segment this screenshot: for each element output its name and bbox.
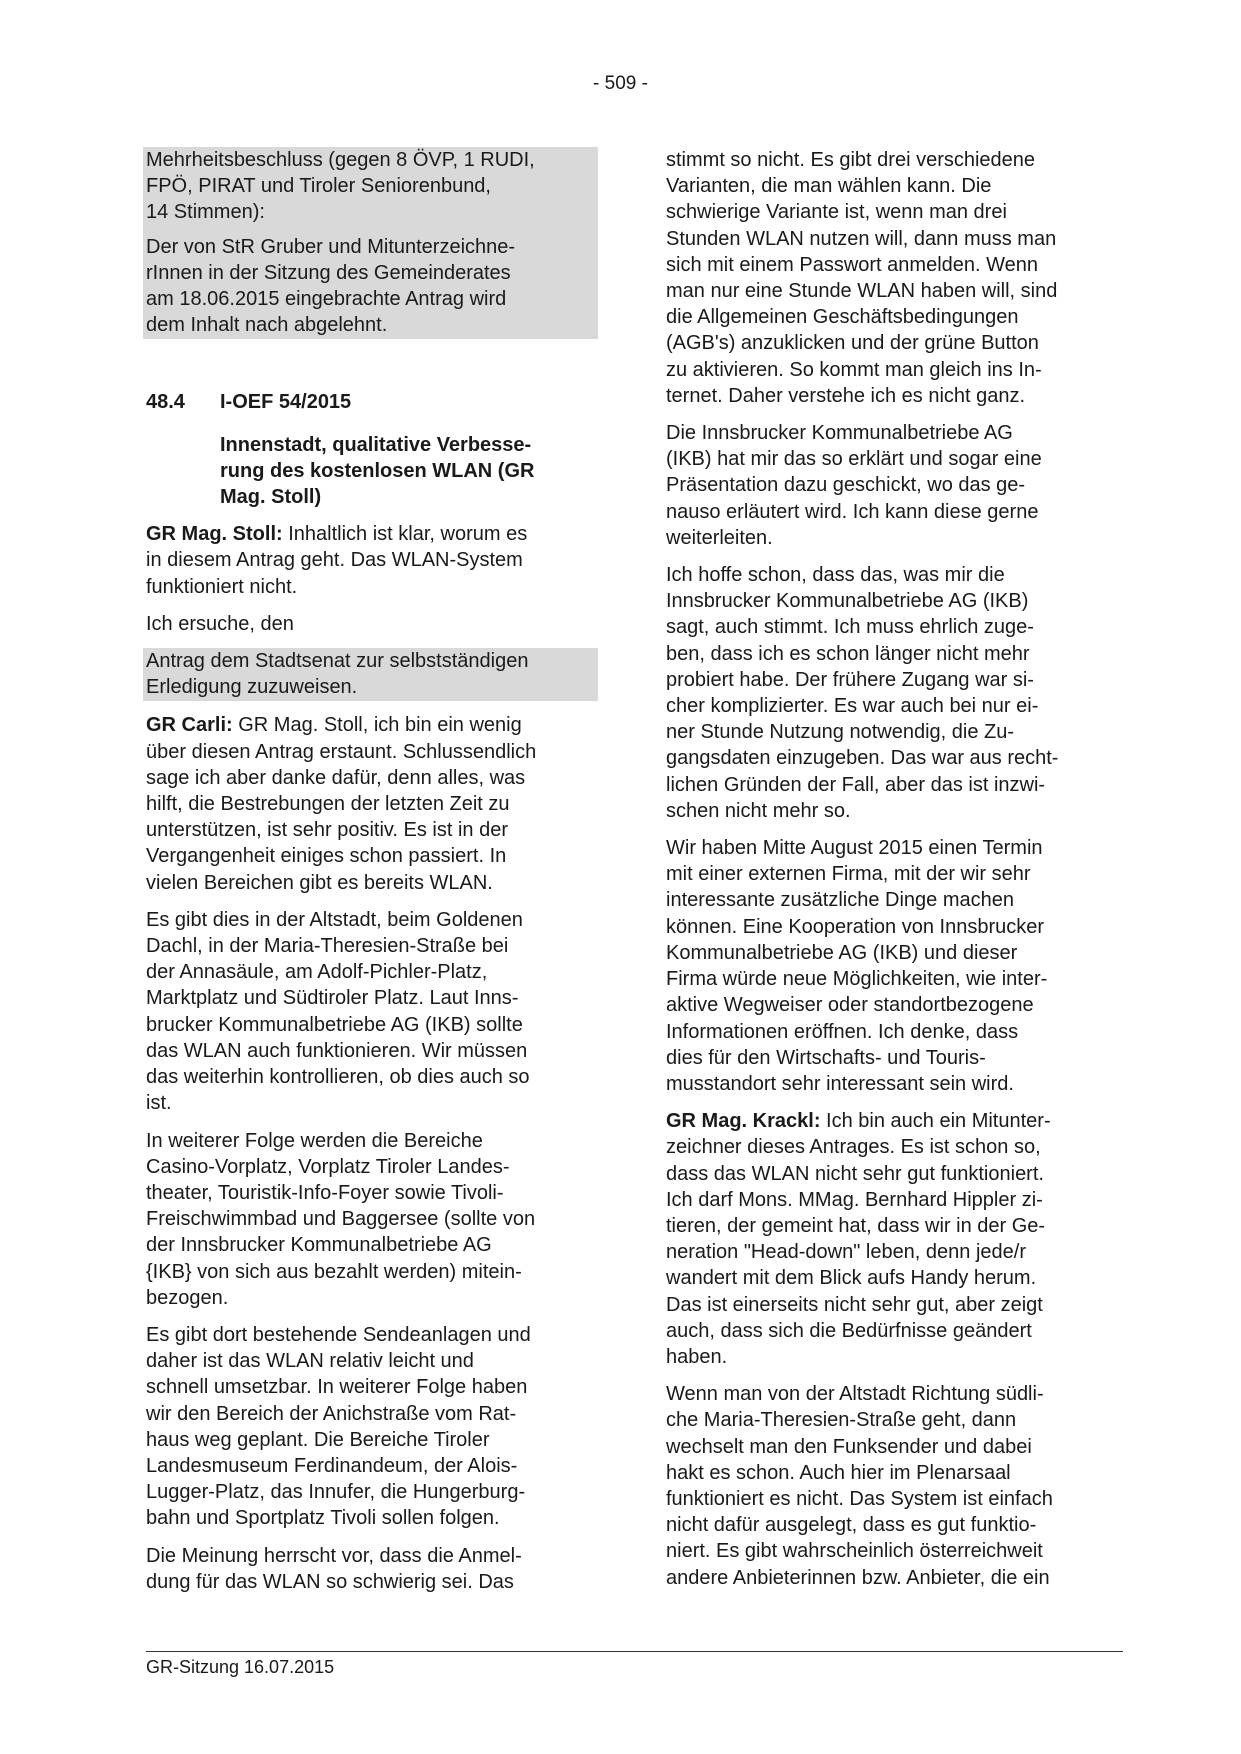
decision-result-text: Der von StR Gruber und Mitunterzeichne- rInnen in der Sitzung des Gemeinderates am 18.06.2015 eingebrachte Antrag wird dem Inhalt nach abgelehnt. <box>146 235 516 337</box>
paragraph-transmitters: Es gibt dort bestehende Sendeanlagen und daher ist das WLAN relativ leicht und schnell umsetzbar. In weiterer Folge haben wir den Bereich der Anichstraße vom Rat- haus weg geplant. Die Bereiche Tiroler Landesmuseum Ferdinandeum, der Alois- Lugger-Platz, das Innufer, die Hungerburg- bahn und Sportplatz Tivoli sollen folgen. <box>146 1323 531 1530</box>
paragraph-locations: Es gibt dies in der Altstadt, beim Goldenen Dachl, in der Maria-Theresien-Straße bei der Annasäule, am Adolf-Pichler-Platz, Marktplatz und Südtiroler Platz. Laut Inns- brucker Kommunalbetriebe AG (IKB) sollte das WLAN auch funktionieren. Wir müssen das weiterhin kontrollieren, ob dies auch so ist. <box>146 908 530 1115</box>
agenda-item-number: 48.4 <box>146 391 185 414</box>
paragraph-carli <box>146 712 598 895</box>
paragraph-text: GR Mag. Stoll, ich bin ein wenig über diesen Antrag erstaunt. Schlussendlich sage ich aber danke dafür, denn alles, was hilft, die Bestrebungen der letzten Zeit zu unterstützen, ist sehr positiv. Es ist in der Vergangenheit einiges schon passiert. In vielen Bereichen gibt es bereits WLAN. <box>146 714 537 894</box>
right-column <box>666 147 1122 1602</box>
motion-text: Antrag dem Stadtsenat zur selbstständigen Erledigung zuzuweisen. <box>146 650 529 699</box>
decision-vote-text: Mehrheitsbeschluss (gegen 8 ÖVP, 1 RUDI, FPÖ, PIRAT und Tiroler Seniorenbund, 14 Stimmen): <box>146 149 535 224</box>
paragraph-ikb-presentation: Die Innsbrucker Kommunalbetriebe AG (IKB) hat mir das so erklärt und sogar eine Präsentation dazu geschickt, wo das ge- nauso erläutert wird. Ich kann diese gerne weiterleiten. <box>666 422 1042 549</box>
paragraph-access-history: Ich hoffe schon, dass das, was mir die Innsbrucker Kommunalbetriebe AG (IKB) sagt, auch stimmt. Ich muss ehrlich zuge- ben, dass ich es schon länger nicht mehr probiert habe. Der frühere Zugang war si- cher komplizierter. Es war auch bei nur ei- ner Stunde Nutzung notwendig, die Zu- gangsdaten einzugeben. Das war aus recht- lichen Gründen der Fall, aber das ist inzwi- schen nicht mehr so. <box>666 564 1059 822</box>
paragraph-login-opinion: Die Meinung herrscht vor, dass die Anmel- dung für das WLAN so schwierig sei. Das <box>146 1544 522 1593</box>
left-column <box>146 147 598 1606</box>
speaker-name: GR Mag. Krackl: <box>666 1110 821 1133</box>
speaker-name: GR Mag. Stoll: <box>146 523 283 546</box>
paragraph-request: Ich ersuche, den <box>146 612 294 635</box>
paragraph-variants: stimmt so nicht. Es gibt drei verschiedene Varianten, die man wählen kann. Die schwierige Variante ist, wenn man drei Stunden WLAN nutzen will, dann muss man sich mit einem Passwort anmelden. Wenn man nur eine Stunde WLAN haben will, sind die Allgemeinen Geschäftsbedingungen (AGB's) anzuklicken und der grüne Button zu aktivieren. So kommt man gleich ins In- ternet. Daher verstehe ich es nicht ganz. <box>666 149 1058 407</box>
speaker-name: GR Carli: <box>146 714 233 737</box>
decision-box <box>143 147 598 339</box>
footer-divider <box>146 1651 1123 1652</box>
paragraph-stoll <box>146 521 598 600</box>
paragraph-external-firm: Wir haben Mitte August 2015 einen Termin mit einer externen Firma, mit der wir sehr interessante zusätzliche Dinge machen können. Eine Kooperation von Innsbrucker Kommunalbetriebe AG (IKB) und dieser Firma würde neue Möglichkeiten, wie inter- aktive Wegweiser oder standortbezogene Informationen eröffnen. Ich denke, dass dies für den Wirtschafts- und Touris- musstandort sehr interessant sein wird. <box>666 837 1048 1095</box>
footer-session-date: GR-Sitzung 16.07.2015 <box>146 1657 335 1677</box>
paragraph-text: Inhaltlich ist klar, worum es in diesem Antrag geht. Das WLAN-System funktioniert nicht. <box>146 523 528 598</box>
motion-box <box>143 648 598 701</box>
paragraph-transmitter-switch: Wenn man von der Altstadt Richtung südli- che Maria-Theresien-Straße geht, dann wechselt man den Funksender und dabei hakt es schon. Auch hier im Plenarsaal funktioniert es nicht. Das System ist einfach nicht dafür ausgelegt, dass es gut funktio- niert. Es gibt wahrscheinlich österreichweit andere Anbieterinnen bzw. Anbieter, die ein <box>666 1383 1053 1589</box>
paragraph-further-areas: In weiterer Folge werden die Bereiche Casino-Vorplatz, Vorplatz Tiroler Landes- theater, Touristik-Info-Foyer sowie Tivoli- Freischwimmbad und Baggersee (sollte von der Innsbrucker Kommunalbetriebe AG {IKB} von sich aus bezahlt werden) mitein- bezogen. <box>146 1129 536 1309</box>
page-number: - 509 - <box>593 73 648 94</box>
agenda-item-code: I-OEF 54/2015 <box>220 391 352 414</box>
agenda-item-title: Innenstadt, qualitative Verbesse- rung des kostenlosen WLAN (GR Mag. Stoll) <box>220 433 535 509</box>
agenda-item-heading <box>146 389 598 415</box>
paragraph-text: Ich bin auch ein Mitunter- zeichner dieses Antrages. Es ist schon so, dass das WLAN nicht sehr gut funktioniert. Ich darf Mons. MMag. Bernhard Hippler zi- tieren, der gemeint hat, dass wir in der Ge- neration "Head-down" leben, denn jede/r wandert mit dem Blick aufs Handy herum. Das ist einerseits nicht sehr gut, aber zeigt auch, dass sich die Bedürfnisse geändert haben. <box>666 1110 1051 1368</box>
paragraph-krackl <box>666 1108 1122 1370</box>
